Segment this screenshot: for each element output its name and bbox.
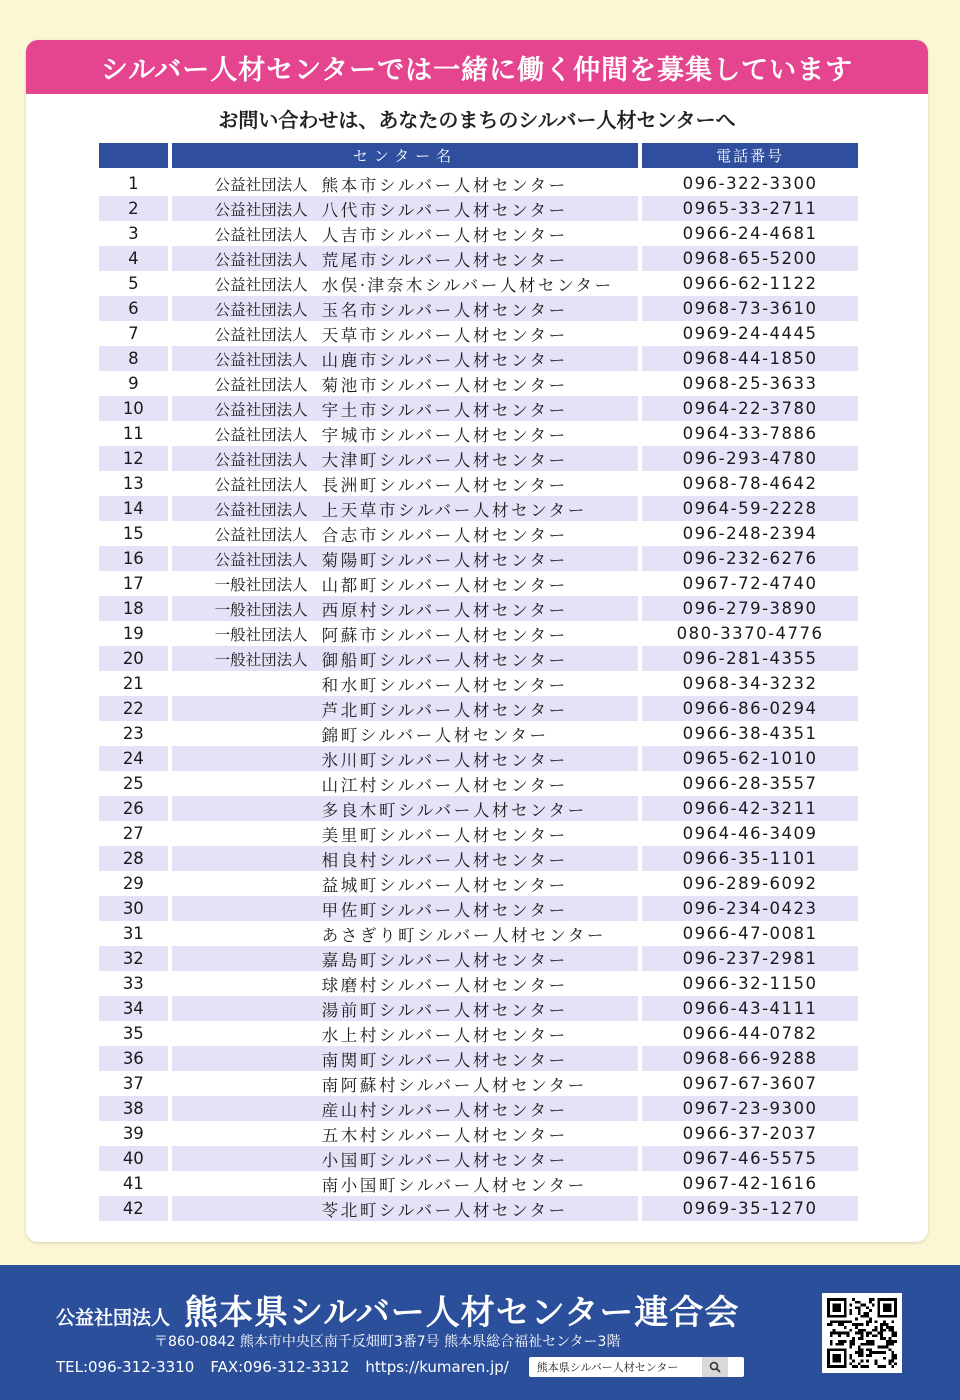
row-center-label: 菊陽町シルバー人材センター	[321, 550, 568, 570]
row-center-label: 山鹿市シルバー人材センター	[321, 350, 568, 370]
footer-tel: TEL:096-312-3310	[56, 1358, 195, 1376]
table-row	[99, 671, 858, 696]
row-corp-type: 公益社団法人	[214, 250, 308, 269]
row-center-name	[172, 796, 639, 821]
row-phone: 0968-34-3232	[682, 674, 818, 693]
table-row	[99, 771, 858, 796]
row-number: 42	[99, 1196, 168, 1221]
row-phone: 096-234-0423	[642, 896, 858, 921]
row-center-label: 相良村シルバー人材センター	[321, 850, 568, 870]
table-row	[99, 721, 858, 746]
row-corp-type: 公益社団法人	[214, 425, 308, 444]
row-phone: 0966-62-1122	[682, 274, 818, 293]
row-center-name	[172, 1096, 639, 1121]
row-center-name	[172, 496, 639, 521]
row-phone: 0965-62-1010	[642, 746, 858, 771]
header-phone: 電話番号	[642, 143, 858, 168]
table-row	[99, 271, 858, 296]
row-center-name	[172, 521, 639, 546]
row-center-name	[172, 846, 639, 871]
row-number: 34	[99, 996, 168, 1021]
row-number: 26	[99, 796, 168, 821]
row-phone: 0966-43-4111	[642, 996, 858, 1021]
table-row	[99, 571, 858, 596]
row-center-label: 御船町シルバー人材センター	[321, 650, 568, 670]
row-center-label: 嘉島町シルバー人材センター	[321, 950, 568, 970]
row-center-label: 氷川町シルバー人材センター	[321, 750, 568, 770]
table-row	[99, 321, 858, 346]
row-corp-type: 公益社団法人	[214, 200, 308, 219]
row-center-name	[172, 671, 639, 696]
row-number: 1	[128, 174, 139, 193]
row-number: 39	[122, 1124, 144, 1143]
table-row	[99, 1071, 858, 1096]
row-center-name	[172, 571, 639, 596]
row-number: 2	[99, 196, 168, 221]
row-center-name	[172, 771, 639, 796]
row-number: 36	[99, 1046, 168, 1071]
row-corp-type: 一般社団法人	[214, 625, 308, 644]
row-corp-type: 公益社団法人	[214, 475, 308, 494]
table-row	[99, 171, 858, 196]
footer-org-line	[56, 1285, 739, 1334]
table-row	[99, 746, 858, 771]
table-row	[99, 946, 858, 971]
row-center-name	[172, 1021, 639, 1046]
row-phone: 0968-65-5200	[642, 246, 858, 271]
recruitment-card	[26, 40, 928, 1242]
table-row	[99, 546, 858, 571]
row-corp-type: 公益社団法人	[214, 525, 308, 544]
header-center-name: センター名	[172, 143, 639, 168]
row-phone: 0965-33-2711	[642, 196, 858, 221]
row-center-label: あさぎり町シルバー人材センター	[321, 925, 606, 945]
row-center-name	[172, 621, 639, 646]
row-phone: 0968-25-3633	[682, 374, 818, 393]
row-center-name	[172, 596, 639, 621]
row-center-label: 山江村シルバー人材センター	[321, 775, 568, 795]
row-corp-type: 公益社団法人	[214, 400, 308, 419]
row-number: 10	[99, 396, 168, 421]
row-center-name	[172, 421, 639, 446]
row-phone: 096-322-3300	[682, 174, 818, 193]
table-row	[99, 1171, 858, 1196]
row-center-label: 錦町シルバー人材センター	[321, 725, 549, 745]
row-number: 40	[99, 1146, 168, 1171]
row-phone: 096-281-4355	[642, 646, 858, 671]
row-center-label: 八代市シルバー人材センター	[321, 200, 568, 220]
table-row	[99, 646, 858, 671]
row-number: 18	[99, 596, 168, 621]
row-number: 35	[122, 1024, 144, 1043]
row-phone: 096-237-2981	[642, 946, 858, 971]
row-center-label: 産山村シルバー人材センター	[321, 1100, 568, 1120]
table-row	[99, 496, 858, 521]
table-row	[99, 1121, 858, 1146]
row-phone: 0967-46-5575	[642, 1146, 858, 1171]
row-center-label: 阿蘇市シルバー人材センター	[321, 625, 568, 645]
row-number: 5	[128, 274, 139, 293]
table-row	[99, 696, 858, 721]
footer-search-text: 熊本県シルバー人材センター	[536, 1361, 679, 1374]
row-center-name	[172, 921, 639, 946]
table-row	[99, 1096, 858, 1121]
row-center-name	[172, 646, 639, 671]
row-number: 31	[122, 924, 144, 943]
row-center-label: 水俣·津奈木シルバー人材センター	[321, 275, 614, 295]
inquiry-subtitle: お問い合わせは、あなたのまちのシルバー人材センターへ	[218, 107, 736, 132]
table-row	[99, 446, 858, 471]
row-number: 4	[99, 246, 168, 271]
row-number: 32	[99, 946, 168, 971]
row-phone: 0967-42-1616	[682, 1174, 818, 1193]
row-center-name	[172, 371, 639, 396]
row-corp-type: 公益社団法人	[214, 225, 308, 244]
row-number: 12	[99, 446, 168, 471]
row-phone: 0966-28-3557	[682, 774, 818, 793]
row-phone: 0964-22-3780	[642, 396, 858, 421]
row-number: 27	[122, 824, 144, 843]
table-row	[99, 996, 858, 1021]
row-center-name	[172, 721, 639, 746]
row-center-label: 美里町シルバー人材センター	[321, 825, 568, 845]
row-number: 9	[128, 374, 139, 393]
row-phone: 0966-37-2037	[682, 1124, 818, 1143]
qr-code-icon[interactable]	[822, 1293, 902, 1373]
row-number: 19	[122, 624, 144, 643]
row-number: 6	[99, 296, 168, 321]
footer-search-box[interactable]	[529, 1357, 745, 1377]
row-center-name	[172, 1121, 639, 1146]
table-row	[99, 1196, 858, 1221]
table-row	[99, 621, 858, 646]
row-corp-type: 公益社団法人	[214, 375, 308, 394]
row-center-label: 人吉市シルバー人材センター	[321, 225, 568, 245]
row-corp-type: 公益社団法人	[214, 450, 308, 469]
row-center-label: 合志市シルバー人材センター	[321, 525, 568, 545]
row-phone: 0967-67-3607	[682, 1074, 818, 1093]
row-number: 30	[99, 896, 168, 921]
row-center-name	[172, 471, 639, 496]
row-number: 16	[99, 546, 168, 571]
row-center-name	[172, 346, 639, 371]
row-number: 29	[122, 874, 144, 893]
row-number: 20	[99, 646, 168, 671]
row-number: 37	[122, 1074, 144, 1093]
row-number: 22	[99, 696, 168, 721]
row-center-name	[172, 1171, 639, 1196]
row-corp-type: 公益社団法人	[214, 500, 308, 519]
table-row	[99, 596, 858, 621]
footer-url[interactable]: https://kumaren.jp/	[365, 1358, 509, 1376]
table-row	[99, 821, 858, 846]
row-phone: 0968-44-1850	[642, 346, 858, 371]
row-number: 14	[99, 496, 168, 521]
row-center-label: 芦北町シルバー人材センター	[321, 700, 568, 720]
row-number: 21	[122, 674, 144, 693]
row-corp-type: 公益社団法人	[214, 275, 308, 294]
row-center-label: 苓北町シルバー人材センター	[321, 1200, 568, 1220]
row-center-label: 球磨村シルバー人材センター	[321, 975, 568, 995]
row-center-name	[172, 296, 639, 321]
row-phone: 0969-35-1270	[642, 1196, 858, 1221]
row-center-label: 湯前町シルバー人材センター	[321, 1000, 568, 1020]
row-center-label: 水上村シルバー人材センター	[321, 1025, 568, 1045]
footer-fax: FAX:096-312-3312	[210, 1358, 350, 1376]
row-corp-type: 一般社団法人	[214, 575, 308, 594]
row-center-name	[172, 396, 639, 421]
table-header	[99, 143, 858, 168]
row-phone: 096-232-6276	[642, 546, 858, 571]
table-row	[99, 1146, 858, 1171]
row-center-label: 菊池市シルバー人材センター	[321, 375, 568, 395]
row-center-name	[172, 246, 639, 271]
row-phone: 0969-24-4445	[682, 324, 818, 343]
row-center-label: 西原村シルバー人材センター	[321, 600, 568, 620]
row-phone: 0968-78-4642	[682, 474, 818, 493]
row-phone: 096-293-4780	[642, 446, 858, 471]
row-center-name	[172, 1196, 639, 1221]
row-corp-type: 公益社団法人	[214, 175, 308, 194]
row-number: 25	[122, 774, 144, 793]
row-center-label: 和水町シルバー人材センター	[321, 675, 568, 695]
table-row	[99, 221, 858, 246]
row-center-label: 小国町シルバー人材センター	[321, 1150, 568, 1170]
row-center-name	[172, 871, 639, 896]
row-phone: 096-279-3890	[642, 596, 858, 621]
row-phone: 080-3370-4776	[676, 624, 824, 643]
row-number: 3	[128, 224, 139, 243]
row-number: 28	[99, 846, 168, 871]
row-phone: 0968-66-9288	[642, 1046, 858, 1071]
row-phone: 0967-23-9300	[642, 1096, 858, 1121]
row-phone: 0966-38-4351	[682, 724, 818, 743]
row-corp-type: 一般社団法人	[214, 600, 308, 619]
row-number: 38	[99, 1096, 168, 1121]
row-corp-type: 公益社団法人	[214, 325, 308, 344]
row-center-name	[172, 221, 639, 246]
table-row	[99, 971, 858, 996]
table-row	[99, 796, 858, 821]
row-center-label: 天草市シルバー人材センター	[321, 325, 568, 345]
row-center-label: 上天草市シルバー人材センター	[321, 500, 587, 520]
row-number: 33	[122, 974, 144, 993]
row-phone: 0964-59-2228	[642, 496, 858, 521]
table-row	[99, 421, 858, 446]
row-phone: 0968-73-3610	[642, 296, 858, 321]
row-center-label: 長洲町シルバー人材センター	[321, 475, 568, 495]
row-corp-type: 一般社団法人	[214, 650, 308, 669]
footer-org-name: 熊本県シルバー人材センター連合会	[184, 1293, 740, 1333]
row-center-name	[172, 1071, 639, 1096]
row-phone: 0964-46-3409	[682, 824, 818, 843]
table-row	[99, 471, 858, 496]
row-center-label: 玉名市シルバー人材センター	[321, 300, 568, 320]
row-center-name	[172, 171, 639, 196]
row-center-name	[172, 271, 639, 296]
row-center-name	[172, 821, 639, 846]
row-center-name	[172, 546, 639, 571]
row-center-label: 熊本市シルバー人材センター	[321, 175, 568, 195]
row-number: 11	[122, 424, 144, 443]
row-number: 41	[122, 1174, 144, 1193]
row-center-label: 宇城市シルバー人材センター	[321, 425, 568, 445]
row-phone: 0967-72-4740	[682, 574, 818, 593]
center-table	[99, 143, 858, 1221]
table-row	[99, 896, 858, 921]
row-phone: 096-289-6092	[682, 874, 818, 893]
row-center-label: 大津町シルバー人材センター	[321, 450, 568, 470]
table-row	[99, 371, 858, 396]
row-center-name	[172, 971, 639, 996]
table-body	[99, 171, 858, 1221]
row-center-label: 南小国町シルバー人材センター	[321, 1175, 587, 1195]
footer-address: 〒860-0842 熊本市中央区南千反畑町3番7号 熊本県総合福祉センター3階	[154, 1334, 621, 1350]
row-phone: 0966-35-1101	[642, 846, 858, 871]
row-center-label: 荒尾市シルバー人材センター	[321, 250, 568, 270]
row-number: 17	[122, 574, 144, 593]
table-row	[99, 296, 858, 321]
row-center-name	[172, 446, 639, 471]
row-phone: 0966-42-3211	[642, 796, 858, 821]
table-row	[99, 846, 858, 871]
table-row	[99, 521, 858, 546]
table-row	[99, 196, 858, 221]
row-phone: 096-248-2394	[682, 524, 818, 543]
row-center-label: 山都町シルバー人材センター	[321, 575, 568, 595]
row-center-name	[172, 746, 639, 771]
row-center-label: 甲佐町シルバー人材センター	[321, 900, 568, 920]
row-center-name	[172, 946, 639, 971]
row-center-label: 多良木町シルバー人材センター	[321, 800, 587, 820]
row-center-name	[172, 696, 639, 721]
table-row	[99, 346, 858, 371]
row-number: 8	[99, 346, 168, 371]
row-center-label: 益城町シルバー人材センター	[321, 875, 568, 895]
row-phone: 0964-33-7886	[682, 424, 818, 443]
table-row	[99, 921, 858, 946]
row-phone: 0966-24-4681	[682, 224, 818, 243]
table-row	[99, 396, 858, 421]
row-center-name	[172, 1046, 639, 1071]
row-center-label: 南阿蘇村シルバー人材センター	[321, 1075, 587, 1095]
row-number: 15	[122, 524, 144, 543]
recruitment-banner: シルバー人材センターでは一緒に働く仲間を募集しています	[26, 40, 928, 94]
table-row	[99, 1046, 858, 1071]
row-corp-type: 公益社団法人	[214, 300, 308, 319]
table-row	[99, 871, 858, 896]
row-center-name	[172, 1146, 639, 1171]
row-center-name	[172, 321, 639, 346]
header-no	[99, 143, 168, 168]
search-icon[interactable]	[702, 1357, 728, 1377]
footer-corp-type: 公益社団法人	[56, 1307, 171, 1329]
footer-contact	[56, 1357, 744, 1377]
row-center-label: 宇土市シルバー人材センター	[321, 400, 568, 420]
row-phone: 0966-32-1150	[682, 974, 818, 993]
footer	[0, 1265, 960, 1400]
row-corp-type: 公益社団法人	[214, 550, 308, 569]
row-center-name	[172, 196, 639, 221]
row-phone: 0966-44-0782	[682, 1024, 818, 1043]
table-row	[99, 246, 858, 271]
row-center-name	[172, 996, 639, 1021]
row-center-name	[172, 896, 639, 921]
row-center-label: 五木村シルバー人材センター	[321, 1125, 568, 1145]
row-number: 23	[122, 724, 144, 743]
row-number: 7	[128, 324, 139, 343]
row-phone: 0966-86-0294	[642, 696, 858, 721]
row-number: 24	[99, 746, 168, 771]
row-number: 13	[122, 474, 144, 493]
row-corp-type: 公益社団法人	[214, 350, 308, 369]
row-center-label: 南関町シルバー人材センター	[321, 1050, 568, 1070]
table-row	[99, 1021, 858, 1046]
row-phone: 0966-47-0081	[682, 924, 818, 943]
